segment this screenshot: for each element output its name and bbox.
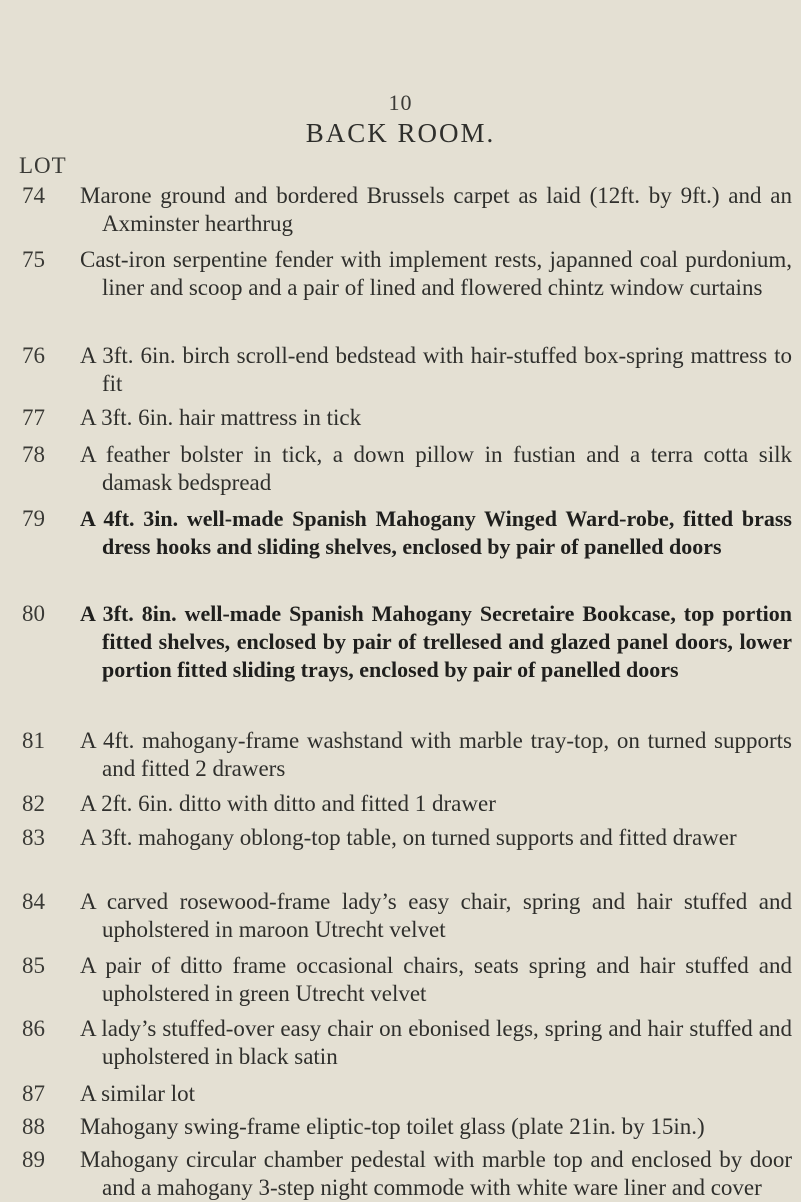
lot-entry-74 <box>22 182 792 238</box>
lot-entry-77 <box>22 404 792 432</box>
lot-entry-82 <box>22 790 792 818</box>
lot-description: A similar lot <box>80 1081 195 1106</box>
lot-description: A 4ft. 3in. well-made Spanish Mahogany Winged Ward-robe, fitted brass dress hooks and sliding shelves, enclosed by pair of panelled doors <box>80 506 792 559</box>
lot-description: A feather bolster in tick, a down pillow in fustian and a terra cotta silk damask bedspread <box>80 442 792 495</box>
lot-number: 75 <box>22 247 45 272</box>
lot-number: 82 <box>22 791 45 816</box>
lot-entry-75 <box>22 246 792 302</box>
lot-description: A 4ft. mahogany-frame washstand with marble tray-top, on turned supports and fitted 2 drawers <box>80 728 792 781</box>
lot-number: 78 <box>22 442 45 467</box>
lot-entry-76 <box>22 342 792 398</box>
lot-number: 76 <box>22 343 45 368</box>
lot-number: 87 <box>22 1081 45 1106</box>
lot-number: 79 <box>22 506 45 531</box>
lot-entry-81 <box>22 727 792 783</box>
lot-number: 81 <box>22 728 45 753</box>
section-title: BACK ROOM. <box>305 118 496 148</box>
lot-description: Marone ground and bordered Brussels carpet as laid (12ft. by 9ft.) and an Axminster hearthrug <box>80 183 792 236</box>
lot-description: A carved rosewood-frame lady’s easy chair, spring and hair stuffed and upholstered in maroon Utrecht velvet <box>80 889 792 942</box>
lot-entry-89 <box>22 1146 792 1202</box>
lot-number: 77 <box>22 405 45 430</box>
lot-entry-84 <box>22 888 792 944</box>
lot-number: 74 <box>22 183 45 208</box>
lot-description: Cast-iron serpentine fender with implement rests, japanned coal purdonium, liner and scoop and a pair of lined and flowered chintz window curtains <box>80 247 792 300</box>
lot-description: A 3ft. mahogany oblong-top table, on turned supports and fitted drawer <box>80 825 737 850</box>
lot-number: 88 <box>22 1114 45 1139</box>
lot-entry-80 <box>22 600 792 684</box>
lot-entry-79 <box>22 505 792 561</box>
lot-entry-83 <box>22 824 792 852</box>
lot-entry-85 <box>22 952 792 1008</box>
page-number: 10 <box>388 90 413 115</box>
lot-description: Mahogany circular chamber pedestal with marble top and enclosed by door and a mahogany 3-step night commode with white ware liner and cover <box>80 1147 792 1200</box>
lot-entry-86 <box>22 1015 792 1071</box>
lot-entry-87 <box>22 1080 792 1108</box>
lot-description: Mahogany swing-frame eliptic-top toilet glass (plate 21in. by 15in.) <box>80 1114 705 1139</box>
lot-number: 86 <box>22 1016 45 1041</box>
lot-number: 83 <box>22 825 45 850</box>
lot-description: A 3ft. 8in. well-made Spanish Mahogany Secretaire Bookcase, top portion fitted shelves, enclosed by pair of trellesed and glazed panel doors, lower portion fitted sliding trays, enclosed by pair of panelled doors <box>80 601 792 682</box>
lot-entry-78 <box>22 441 792 497</box>
lot-number: 89 <box>22 1147 45 1172</box>
lot-description: A 3ft. 6in. birch scroll-end bedstead with hair-stuffed box-spring mattress to fit <box>80 343 792 396</box>
lot-description: A 3ft. 6in. hair mattress in tick <box>80 405 362 430</box>
lot-description: A lady’s stuffed-over easy chair on ebonised legs, spring and hair stuffed and upholstered in black satin <box>80 1016 792 1069</box>
lot-description: A pair of ditto frame occasional chairs, seats spring and hair stuffed and upholstered in green Utrecht velvet <box>80 953 792 1006</box>
lot-column-header: LOT <box>19 153 67 178</box>
lot-entry-88 <box>22 1113 792 1141</box>
lot-number: 80 <box>22 601 45 626</box>
lot-number: 85 <box>22 953 45 978</box>
lot-description: A 2ft. 6in. ditto with ditto and fitted 1 drawer <box>80 791 496 816</box>
lot-number: 84 <box>22 889 45 914</box>
